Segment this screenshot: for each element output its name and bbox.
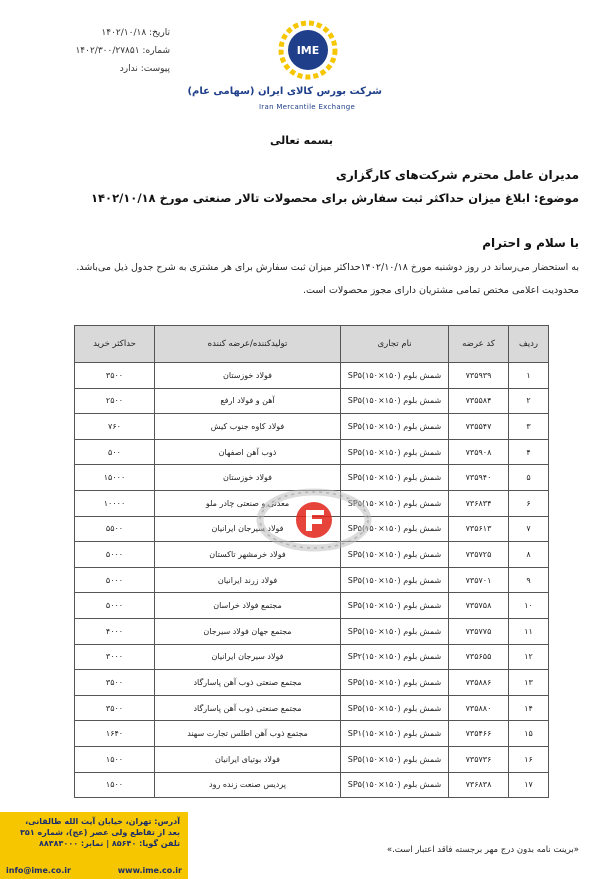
cell-max-purchase: ۷۶۰ <box>75 414 155 440</box>
cell-offer-code: ۷۳۵۹۳۹ <box>449 363 509 389</box>
footer-phone-line: تلفن گویا: ۸۵۶۴۰ | نمابر: ۸۸۳۸۳۰۰۰ <box>39 839 180 848</box>
cell-row-number: ۱۳ <box>509 670 549 696</box>
header-row-number: ردیف <box>509 326 549 363</box>
cell-offer-code: ۷۳۵۵۸۴ <box>449 388 509 414</box>
cell-trade-name: شمش بلوم (۱۵۰×۱۵۰)SP۵ <box>341 593 449 619</box>
cell-trade-name: شمش بلوم (۱۵۰×۱۵۰)SP۵ <box>341 746 449 772</box>
table-row <box>75 772 549 798</box>
table-row <box>75 746 549 772</box>
cell-producer: معدنی و صنعتی چادر ملو <box>155 490 341 516</box>
table-row <box>75 439 549 465</box>
cell-max-purchase: ۱۵۰۰۰ <box>75 465 155 491</box>
cell-trade-name: شمش بلوم (۱۵۰×۱۵۰)SP۱ <box>341 721 449 747</box>
cell-row-number: ۱ <box>509 363 549 389</box>
footer-contact-box <box>0 812 188 879</box>
cell-producer: مجتمع ذوب آهن اطلس تجارت سهند <box>155 721 341 747</box>
cell-row-number: ۱۴ <box>509 695 549 721</box>
cell-trade-name: شمش بلوم (۱۵۰×۱۵۰)SP۵ <box>341 772 449 798</box>
cell-row-number: ۹ <box>509 567 549 593</box>
cell-producer: فولاد سیرجان ایرانیان <box>155 644 341 670</box>
cell-row-number: ۱۲ <box>509 644 549 670</box>
watermark-logo-icon <box>256 480 372 560</box>
footer-address <box>4 816 180 849</box>
cell-max-purchase: ۳۰۰۰ <box>75 644 155 670</box>
cell-max-purchase: ۵۰۰۰ <box>75 542 155 568</box>
cell-max-purchase: ۳۵۰۰ <box>75 670 155 696</box>
footer-address-line-2: بعد از تقاطع ولی عصر (عج)، شماره ۳۵۱ <box>20 828 180 837</box>
cell-producer: فولاد بوتیای ایرانیان <box>155 746 341 772</box>
table-row <box>75 363 549 389</box>
basmala-heading: بسمه تعالی <box>270 134 333 147</box>
cell-row-number: ۱۰ <box>509 593 549 619</box>
cell-offer-code: ۷۳۵۶۵۵ <box>449 644 509 670</box>
cell-offer-code: ۷۳۵۷۳۶ <box>449 746 509 772</box>
cell-trade-name: شمش بلوم (۱۵۰×۱۵۰)SP۵ <box>341 414 449 440</box>
ime-logo <box>187 20 382 116</box>
table-row <box>75 721 549 747</box>
cell-trade-name: شمش بلوم (۱۵۰×۱۵۰)SP۵ <box>341 465 449 491</box>
cell-max-purchase: ۱۵۰۰ <box>75 772 155 798</box>
cell-row-number: ۵ <box>509 465 549 491</box>
number-label: شماره: <box>142 46 170 56</box>
cell-offer-code: ۷۳۵۹۰۸ <box>449 439 509 465</box>
cell-producer: ذوب آهن اصفهان <box>155 439 341 465</box>
body-paragraph-line-1: به استحضار می‌رساند در روز دوشنبه مورخ ۱۴۰۲/۱۰/۱۸حداکثر میزان ثبت سفارش برای هر مشتری به شرح جدول ذیل می‌باشد. <box>76 262 579 273</box>
header-producer: تولیدکننده/عرضه کننده <box>155 326 341 363</box>
attachment-label: پیوست: <box>140 64 170 74</box>
number-row <box>50 42 170 60</box>
table-row <box>75 567 549 593</box>
cell-max-purchase: ۵۵۰۰ <box>75 516 155 542</box>
table-row <box>75 670 549 696</box>
greeting: با سلام و احترام <box>482 236 579 250</box>
table-body <box>75 363 549 798</box>
cell-trade-name: شمش بلوم (۱۵۰×۱۵۰)SP۵ <box>341 439 449 465</box>
header-trade-name: نام تجاری <box>341 326 449 363</box>
cell-row-number: ۴ <box>509 439 549 465</box>
cell-producer: فولاد خوزستان <box>155 363 341 389</box>
cell-offer-code: ۷۳۵۸۸۰ <box>449 695 509 721</box>
cell-offer-code: ۷۳۵۷۰۱ <box>449 567 509 593</box>
table-row <box>75 593 549 619</box>
cell-offer-code: ۷۳۵۴۶۶ <box>449 721 509 747</box>
validity-note: «برینت نامه بدون درج مهر برجسته فاقد اعتبار است.» <box>386 845 579 855</box>
cell-row-number: ۳ <box>509 414 549 440</box>
cell-trade-name: شمش بلوم (۱۵۰×۱۵۰)SP۵ <box>341 542 449 568</box>
cell-row-number: ۱۱ <box>509 618 549 644</box>
cell-offer-code: ۷۳۵۷۲۵ <box>449 542 509 568</box>
table-row <box>75 695 549 721</box>
cell-offer-code: ۷۳۶۸۳۴ <box>449 490 509 516</box>
cell-max-purchase: ۲۵۰۰ <box>75 388 155 414</box>
cell-row-number: ۱۶ <box>509 746 549 772</box>
header-offer-code: کد عرضه <box>449 326 509 363</box>
addressee: مدیران عامل محترم شرکت‌های کارگزاری <box>335 168 579 182</box>
cell-trade-name: شمش بلوم (۱۵۰×۱۵۰)SP۵ <box>341 388 449 414</box>
cell-trade-name: شمش بلوم (۱۵۰×۱۵۰)SP۵ <box>341 516 449 542</box>
cell-row-number: ۱۷ <box>509 772 549 798</box>
company-name-fa: شرکت بورس کالای ایران (سهامی عام) <box>187 86 382 97</box>
cell-max-purchase: ۵۰۰۰ <box>75 567 155 593</box>
cell-producer: فولاد زرند ایرانیان <box>155 567 341 593</box>
number-value: ۱۴۰۲/۳۰۰/۲۷۸۵۱ <box>75 46 140 56</box>
cell-max-purchase: ۳۵۰۰ <box>75 695 155 721</box>
table-header-row <box>75 326 549 363</box>
cell-trade-name: شمش بلوم (۱۵۰×۱۵۰)SP۵ <box>341 695 449 721</box>
header-max-purchase: حداکثر خرید <box>75 326 155 363</box>
footer-links <box>6 866 182 875</box>
cell-row-number: ۲ <box>509 388 549 414</box>
ime-logo-mark-text: IME <box>296 44 320 57</box>
cell-offer-code: ۷۳۵۹۴۰ <box>449 465 509 491</box>
table-row <box>75 414 549 440</box>
ime-logo-mark-icon <box>278 20 338 80</box>
cell-trade-name: شمش بلوم (۱۵۰×۱۵۰)SP۵ <box>341 670 449 696</box>
subject-line: موضوع: ابلاغ میزان حداکثر ثبت سفارش برای محصولات تالار صنعتی مورخ ۱۴۰۲/۱۰/۱۸ <box>91 191 579 205</box>
cell-max-purchase: ۵۰۰۰ <box>75 593 155 619</box>
cell-offer-code: ۷۳۵۵۴۷ <box>449 414 509 440</box>
table-row <box>75 644 549 670</box>
letter-metadata <box>50 24 170 78</box>
cell-offer-code: ۷۳۵۷۵۸ <box>449 593 509 619</box>
order-limit-table <box>74 325 549 798</box>
cell-row-number: ۷ <box>509 516 549 542</box>
footer-email-link[interactable]: info@ime.co.ir <box>6 866 71 875</box>
attachment-value: ندارد <box>119 64 138 74</box>
body-paragraph-line-2: محدودیت اعلامی مختص تمامی مشتریان دارای مجوز محصولات است. <box>302 285 579 296</box>
cell-trade-name: شمش بلوم (۱۵۰×۱۵۰)SP۵ <box>341 567 449 593</box>
cell-producer: آهن و فولاد ارفع <box>155 388 341 414</box>
cell-trade-name: شمش بلوم (۱۵۰×۱۵۰)SP۵ <box>341 490 449 516</box>
attachment-row <box>50 60 170 78</box>
date-value: ۱۴۰۲/۱۰/۱۸ <box>101 28 147 38</box>
cell-trade-name: شمش بلوم (۱۵۰×۱۵۰)SP۲ <box>341 644 449 670</box>
cell-producer: مجتمع فولاد خراسان <box>155 593 341 619</box>
date-label: تاریخ: <box>149 28 170 38</box>
cell-max-purchase: ۵۰۰ <box>75 439 155 465</box>
cell-max-purchase: ۱۰۰۰۰ <box>75 490 155 516</box>
company-name-en: Iran Mercantile Exchange <box>258 103 356 111</box>
cell-max-purchase: ۱۶۴۰ <box>75 721 155 747</box>
cell-producer: پردیس صنعت زنده رود <box>155 772 341 798</box>
cell-producer: مجتمع صنعتی ذوب آهن پاسارگاد <box>155 670 341 696</box>
cell-offer-code: ۷۳۵۷۷۵ <box>449 618 509 644</box>
cell-producer: فولاد خرمشهر تاکستان <box>155 542 341 568</box>
cell-row-number: ۶ <box>509 490 549 516</box>
cell-row-number: ۱۵ <box>509 721 549 747</box>
footer-website-link[interactable]: www.ime.co.ir <box>117 866 182 875</box>
cell-producer: فولاد خوزستان <box>155 465 341 491</box>
footer-address-line-1: آدرس: تهران، خیابان آیت الله طالقانی، <box>25 817 180 826</box>
cell-producer: فولاد کاوه جنوب کیش <box>155 414 341 440</box>
cell-row-number: ۸ <box>509 542 549 568</box>
cell-max-purchase: ۳۵۰۰ <box>75 363 155 389</box>
cell-max-purchase: ۱۵۰۰ <box>75 746 155 772</box>
cell-producer: فولاد سیرجان ایرانیان <box>155 516 341 542</box>
table-row <box>75 388 549 414</box>
cell-offer-code: ۷۳۶۸۳۸ <box>449 772 509 798</box>
cell-offer-code: ۷۳۵۶۱۳ <box>449 516 509 542</box>
date-row <box>50 24 170 42</box>
cell-producer: مجتمع صنعتی ذوب آهن پاسارگاد <box>155 695 341 721</box>
cell-producer: مجتمع جهان فولاد سیرجان <box>155 618 341 644</box>
cell-max-purchase: ۴۰۰۰ <box>75 618 155 644</box>
cell-trade-name: شمش بلوم (۱۵۰×۱۵۰)SP۵ <box>341 363 449 389</box>
table-row <box>75 618 549 644</box>
cell-trade-name: شمش بلوم (۱۵۰×۱۵۰)SP۵ <box>341 618 449 644</box>
cell-offer-code: ۷۳۵۸۸۶ <box>449 670 509 696</box>
